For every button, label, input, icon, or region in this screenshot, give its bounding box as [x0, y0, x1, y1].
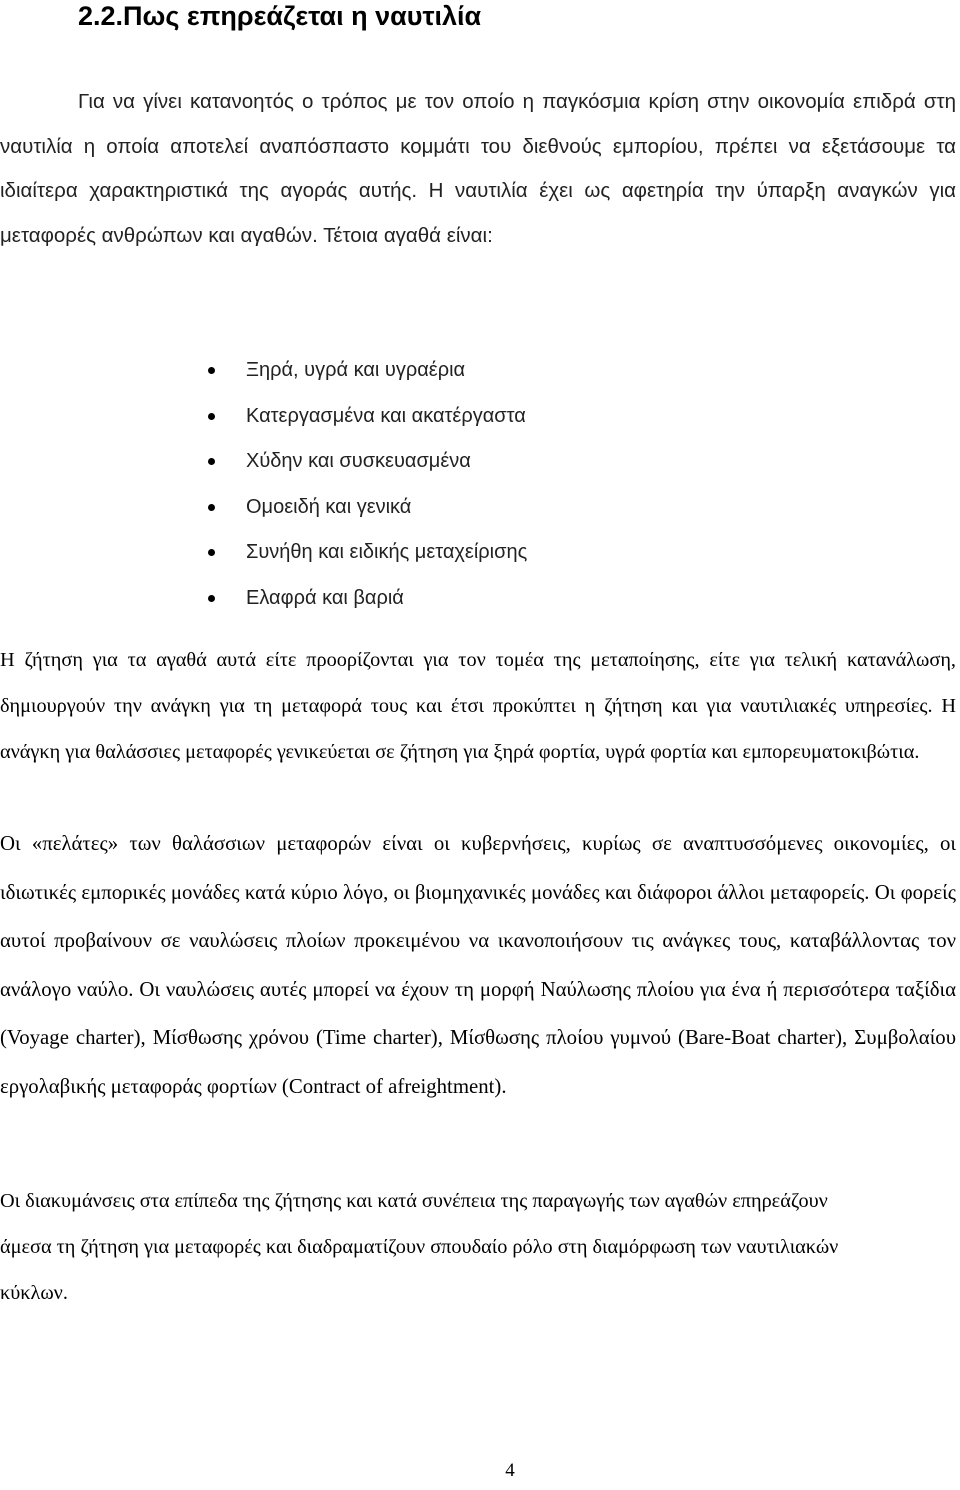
- list-item-label: Ομοειδή και γενικά: [246, 495, 412, 518]
- bullet-icon: [208, 504, 215, 511]
- list-item-label: Ξηρά, υγρά και υγραέρια: [246, 359, 466, 381]
- bullet-icon: [208, 549, 215, 556]
- list-item: [0, 348, 527, 394]
- list-item: [0, 530, 527, 576]
- list-item: [0, 576, 527, 622]
- bullet-icon: [208, 458, 215, 465]
- customers-paragraph: Οι «πελάτες» των θαλάσσιων μεταφορών είναι οι κυβερνήσεις, κυρίως σε αναπτυσσόμενες οικονομίες, οι ιδιωτικές εμπορικές μονάδες κατά κύριο λόγο, οι βιομηχανικές μονάδες και διάφοροι άλλοι μεταφορείς. Οι φορείς αυτοί προβαίνουν σε ναυλώσεις πλοίων προκειμένου να ικανοποιήσουν τις ανάγκες τους, καταβάλλοντας τον ανάλογο ναύλο. Οι ναυλώσεις αυτές μπορεί να έχουν τη μορφή Ναύλωσης πλοίου για ένα ή περισσότερα ταξίδια (Voyage charter), Μίσθωσης χρόνου (Time charter), Μίσθωσης πλοίου γυμνού (Bare-Boat charter), Συμβολαίου εργολαβικής μεταφοράς φορτίων (Contract of afreightment).: [0, 832, 956, 1098]
- list-item: [0, 394, 527, 440]
- bullet-icon: [208, 413, 215, 420]
- bullet-icon: [208, 367, 215, 374]
- list-item: [0, 439, 527, 485]
- fluctuations-paragraph: Οι διακυμάνσεις στα επίπεδα της ζήτησης και κατά συνέπεια της παραγωγής των αγαθών επηρεάζουν άμεσα τη ζήτηση για μεταφορές και διαδραματίζουν σπουδαίο ρόλο στη διαμόρφωση των ναυτιλιακών κύκλων.: [0, 1190, 839, 1304]
- list-item-label: Συνήθη και ειδικής μεταχείρισης: [246, 541, 528, 563]
- section-heading: 2.2.Πως επηρεάζεται η ναυτιλία: [78, 1, 482, 31]
- goods-list: [0, 348, 527, 621]
- bullet-icon: [208, 595, 215, 602]
- page-number: 4: [505, 1460, 515, 1481]
- intro-paragraph: Για να γίνει κατανοητός ο τρόπος με τον οποίο η παγκόσμια κρίση στην οικονομία επιδρά στη ναυτιλία η οποία αποτελεί αναπόσπαστο κομμάτι του διεθνούς εμπορίου, πρέπει να εξετάσουμε τα ιδιαίτερα χαρακτηριστικά της αγοράς αυτής. Η ναυτιλία έχει ως αφετηρία την ύπαρξη αναγκών για μεταφορές ανθρώπων και αγαθών. Τέτοια αγαθά είναι:: [0, 90, 956, 247]
- list-item: [0, 485, 527, 531]
- demand-paragraph: Η ζήτηση για τα αγαθά αυτά είτε προορίζονται για τον τομέα της μεταποίησης, είτε για τελική κατανάλωση, δημιουργούν την ανάγκη για τη μεταφορά τους και έτσι προκύπτει η ζήτηση και για ναυτιλιακές υπηρεσίες. Η ανάγκη για θαλάσσιες μεταφορές γενικεύεται σε ζήτηση για ξηρά φορτία, υγρά φορτία και εμπορευματοκιβώτια.: [0, 649, 956, 763]
- list-item-label: Ελαφρά και βαριά: [246, 586, 404, 609]
- list-item-label: Χύδην και συσκευασμένα: [246, 450, 471, 472]
- list-item-label: Κατεργασμένα και ακατέργαστα: [246, 404, 526, 427]
